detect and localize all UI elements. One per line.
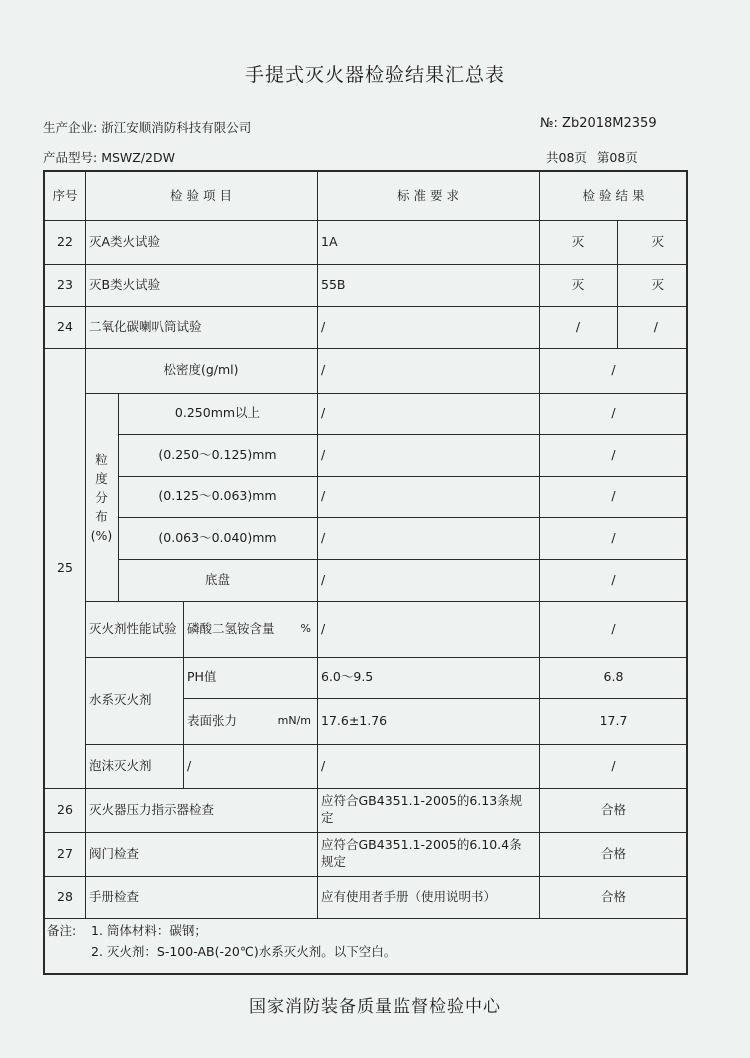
row-28-result: 合格 [600, 888, 626, 904]
particle-standard-3: / [321, 488, 326, 504]
row-26-no: 26 [57, 801, 73, 817]
ph-result: 6.8 [603, 669, 624, 685]
particle-standard-2: / [321, 446, 326, 462]
company-line [43, 118, 251, 136]
ph-standard: 6.0～9.5 [321, 669, 374, 685]
model-label: 产品型号: [43, 150, 98, 165]
notes-line-2: 2. 灭火剂：S-100-AB(-20℃)水系灭火剂。以下空白。 [91, 944, 397, 959]
foam-agent-standard: / [321, 757, 326, 773]
row-22-item: 灭A类火试验 [89, 233, 161, 249]
water-agent-label: 水系灭火剂 [89, 692, 152, 708]
particle-result-4: / [611, 529, 616, 545]
report-number-value: Zb2018M2359 [562, 116, 657, 131]
ph-item: PH值 [187, 669, 217, 685]
company-name: 浙江安顺消防科技有限公司 [101, 120, 252, 135]
report-number [540, 116, 657, 131]
row-24-no: 24 [57, 318, 73, 334]
surface-tension-result: 17.7 [599, 712, 628, 728]
header-standard: 标 准 要 求 [397, 187, 459, 203]
particle-distribution-label: 粒 度 分 布 (%) [90, 451, 113, 543]
results-table [43, 170, 688, 975]
pages-total: 共08页 [546, 150, 587, 165]
row-26-item: 灭火器压力指示器检查 [89, 801, 215, 817]
header-result: 检 验 结 果 [582, 187, 645, 203]
surface-tension-item-name: 表面张力 [187, 712, 238, 728]
particle-item-2: (0.250～0.125)mm [158, 446, 277, 462]
row-28-no: 28 [57, 888, 73, 904]
row-27-item: 阀门检查 [89, 845, 140, 861]
issuing-organization: 国家消防装备质量监督检验中心 [249, 997, 501, 1017]
row-23-standard: 55B [321, 276, 346, 292]
surface-tension-item-unit: mN/m [277, 713, 311, 727]
row-24-standard: / [321, 318, 326, 334]
row-23-result-b: 灭 [651, 276, 664, 292]
row-26-result: 合格 [600, 801, 626, 817]
agent-performance-result: / [611, 620, 616, 636]
model-line [43, 148, 175, 166]
agent-performance-label: 灭火剂性能试验 [89, 620, 177, 636]
page-count [546, 148, 638, 166]
row-27-no: 27 [57, 845, 73, 861]
agent-performance-standard: / [321, 620, 326, 636]
row-26-standard: 应符合GB4351.1-2005的6.13条规定 [321, 793, 523, 825]
row-27-standard: 应符合GB4351.1-2005的6.10.4条规定 [321, 837, 522, 869]
bulk-density-standard: / [321, 362, 326, 378]
particle-item-5: 底盘 [204, 571, 230, 587]
row-22-standard: 1A [321, 233, 338, 249]
particle-result-5: / [611, 571, 616, 587]
row-22-result-b: 灭 [651, 233, 664, 249]
particle-item-1: 0.250mm以上 [174, 405, 261, 421]
particle-item-3: (0.125～0.063)mm [158, 488, 277, 504]
model-value: MSWZ/2DW [101, 150, 175, 165]
row-24-item: 二氧化碳喇叭筒试验 [89, 318, 202, 334]
row-25-no: 25 [57, 559, 73, 575]
header-item: 检 验 项 目 [170, 187, 232, 203]
foam-agent-result: / [611, 757, 616, 773]
row-23-result-a: 灭 [571, 276, 585, 292]
particle-standard-5: / [321, 571, 326, 587]
row-23-no: 23 [57, 276, 73, 292]
agent-performance-item-unit: % [300, 621, 311, 635]
notes-label: 备注: [47, 923, 77, 938]
particle-standard-4: / [321, 529, 326, 545]
header-no: 序号 [52, 187, 78, 203]
row-24-result-b: / [653, 318, 658, 334]
particle-result-1: / [611, 405, 616, 421]
agent-performance-item-name: 磷酸二氢铵含量 [187, 620, 275, 636]
bulk-density-result: / [611, 362, 616, 378]
row-28-standard: 应有使用者手册（使用说明书） [321, 888, 497, 904]
surface-tension-item [183, 698, 317, 744]
particle-result-3: / [611, 488, 616, 504]
page-current: 第08页 [596, 150, 638, 165]
row-23-item: 灭B类火试验 [89, 276, 161, 292]
particle-result-2: / [611, 446, 616, 462]
page-title: 手提式灭火器检验结果汇总表 [244, 64, 505, 86]
row-22-result-a: 灭 [571, 233, 585, 249]
row-22-no: 22 [57, 233, 73, 249]
notes-line-1: 1. 筒体材料：碳钢； [91, 923, 207, 938]
particle-item-4: (0.063～0.040)mm [158, 529, 277, 545]
surface-tension-standard: 17.6±1.76 [321, 712, 388, 728]
agent-performance-item [183, 601, 317, 657]
row-24-result-a: / [575, 318, 581, 334]
row-27-result: 合格 [600, 845, 626, 861]
foam-agent-label: 泡沫灭火剂 [89, 757, 152, 773]
particle-standard-1: / [321, 405, 326, 421]
row-28-item: 手册检查 [89, 888, 140, 904]
foam-agent-item: / [187, 757, 192, 773]
report-number-label: №: [540, 116, 558, 131]
company-label: 生产企业: [43, 120, 98, 135]
bulk-density-item: 松密度(g/ml) [163, 362, 239, 378]
